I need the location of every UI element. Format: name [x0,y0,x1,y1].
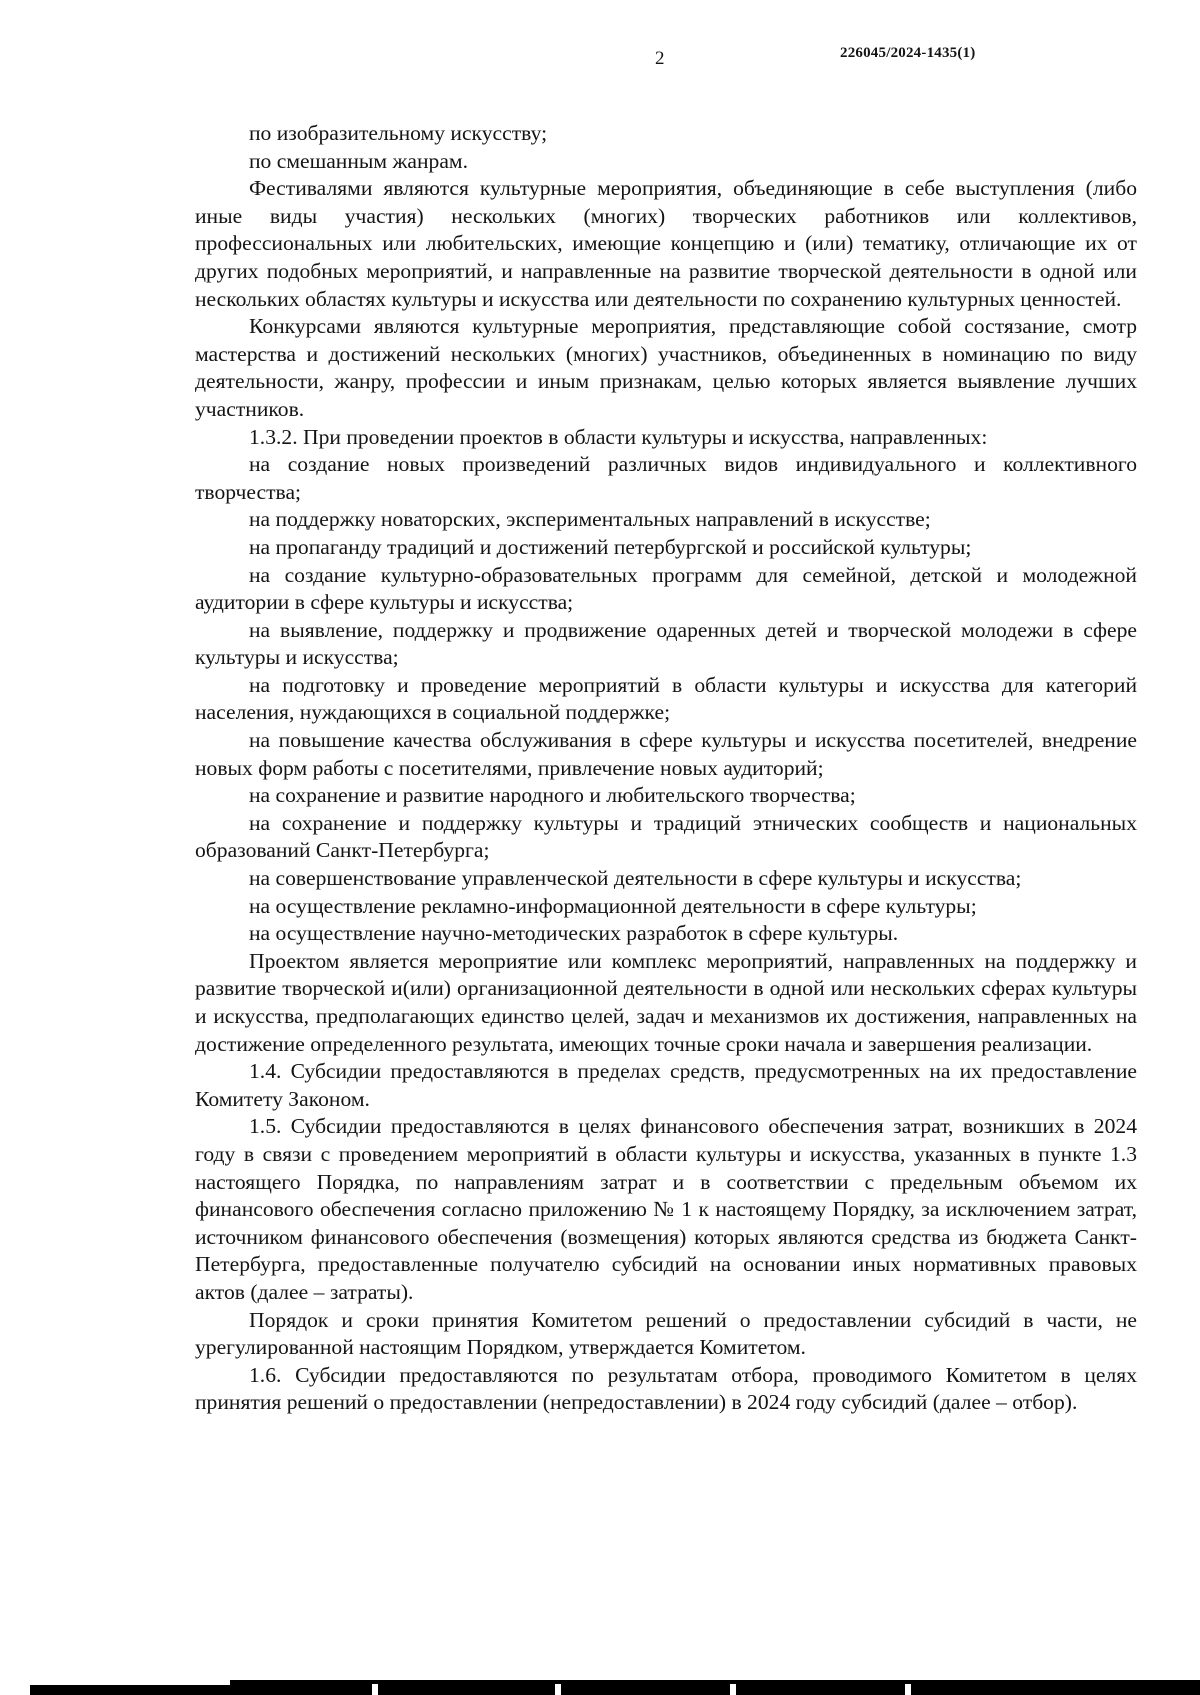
scan-border-gap [905,1684,911,1695]
list-item-social-support-events: на подготовку и проведение мероприятий в области культуры и искусства для категорий населения, нуждающихся в социальной поддержке; [195,672,1137,725]
list-item-ethnic-cultures: на сохранение и поддержку культуры и традиций этнических сообществ и национальных образований Санкт-Петербурга; [195,810,1137,863]
paragraph-fine-arts: по изобразительному искусству; [249,121,548,145]
paragraph-project-definition: Проектом является мероприятие или комплекс мероприятий, направленных на поддержку и развитие творческой и(или) организационной деятельности в одной или нескольких сферах культуры и искусства, предполагающих единство целей, задач и механизмов их достижения, направленных на достижение определенного результата, имеющих точные сроки начала и завершения реализации. [195,948,1137,1056]
list-item-service-quality: на повышение качества обслуживания в сфере культуры и искусства посетителей, внедрение новых форм работы с посетителями, привлечение новых аудиторий; [195,728,1137,780]
paragraph-clause-1-5: 1.5. Субсидии предоставляются в целях финансового обеспечения затрат, возникших в 2024 году в связи с проведением мероприятий в области культуры и искусства, указанных в пункте 1.3 настоящего Порядка, по направлениям затрат и в соответствии с предельным объемом их финансового обеспечения согласно приложению № 1 к настоящему Порядку, за исключением затрат, источником финансового обеспечения (возмещения) которых являются средства из бюджета Санкт-Петербурга, предоставленные получателю субсидий на основании иных нормативных правовых актов (далее – затраты). [195,1114,1137,1304]
list-item-innovative-directions: на поддержку новаторских, экспериментальных направлений в искусстве; [249,507,931,532]
list-item-research: на осуществление научно-методических разработок в сфере культуры. [249,921,899,946]
list-item-advertising: на осуществление рекламно-информационной деятельности в сфере культуры; [249,893,977,918]
list-item-educational-programs: на создание культурно-образовательных программ для семейной, детской и молодежной аудитории в сфере культуры и искусства; [195,562,1137,615]
document-code: 226045/2024-1435(1) [840,45,976,61]
list-item-folk-creativity: на сохранение и развитие народного и любительского творчества; [249,783,856,808]
scan-border-gap [730,1684,736,1695]
paragraph-procedure: Порядок и сроки принятия Комитетом решений о предоставлении субсидий в части, не урегулированной настоящим Порядком, утверждается Комитетом. [195,1307,1137,1360]
paragraph-clause-1-6: 1.6. Субсидии предоставляются по результатам отбора, проводимого Комитетом в целях принятия решений о предоставлении (непредоставлении) в 2024 году субсидий (далее – отбор). [195,1362,1137,1415]
paragraph-contests-definition: Конкурсами являются культурные мероприятия, представляющие собой состязание, смотр мастерства и достижений нескольких (многих) участников, объединенных в номинацию по виду деятельности, жанру, профессии и иным признакам, целью которых является выявление лучших участников. [195,314,1137,421]
scan-border-gap [555,1684,561,1695]
list-item-management: на совершенствование управленческой деятельности в сфере культуры и искусства; [249,866,1022,891]
scan-border-gap [372,1684,378,1695]
scan-border-cut [30,1680,230,1685]
document-body [195,120,1137,1417]
paragraph-festivals-definition: Фестивалями являются культурные мероприятия, объединяющие в себе выступления (либо иные виды участия) нескольких (многих) творческих работников или коллективов, профессиональных или любительских, имеющие концепцию и (или) тематику, отличающие их от других подобных мероприятий, и направленные на развитие творческой деятельности в одной или нескольких областях культуры и искусства или деятельности по сохранению культурных ценностей. [195,176,1137,311]
page-number: 2 [655,48,665,69]
list-item-new-works: на создание новых произведений различных видов индивидуального и коллективного творчества; [195,452,1137,504]
paragraph-clause-1-3-2: 1.3.2. При проведении проектов в области культуры и искусства, направленных: [249,424,988,449]
list-item-promote-traditions: на пропаганду традиций и достижений петербургской и российской культуры; [249,534,972,559]
paragraph-clause-1-4: 1.4. Субсидии предоставляются в пределах средств, предусмотренных на их предоставление Комитету Законом. [195,1059,1137,1111]
paragraph-mixed-genres: по смешанным жанрам. [249,148,468,173]
list-item-gifted-youth: на выявление, поддержку и продвижение одаренных детей и творческой молодежи в сфере культуры и искусства; [195,617,1137,670]
